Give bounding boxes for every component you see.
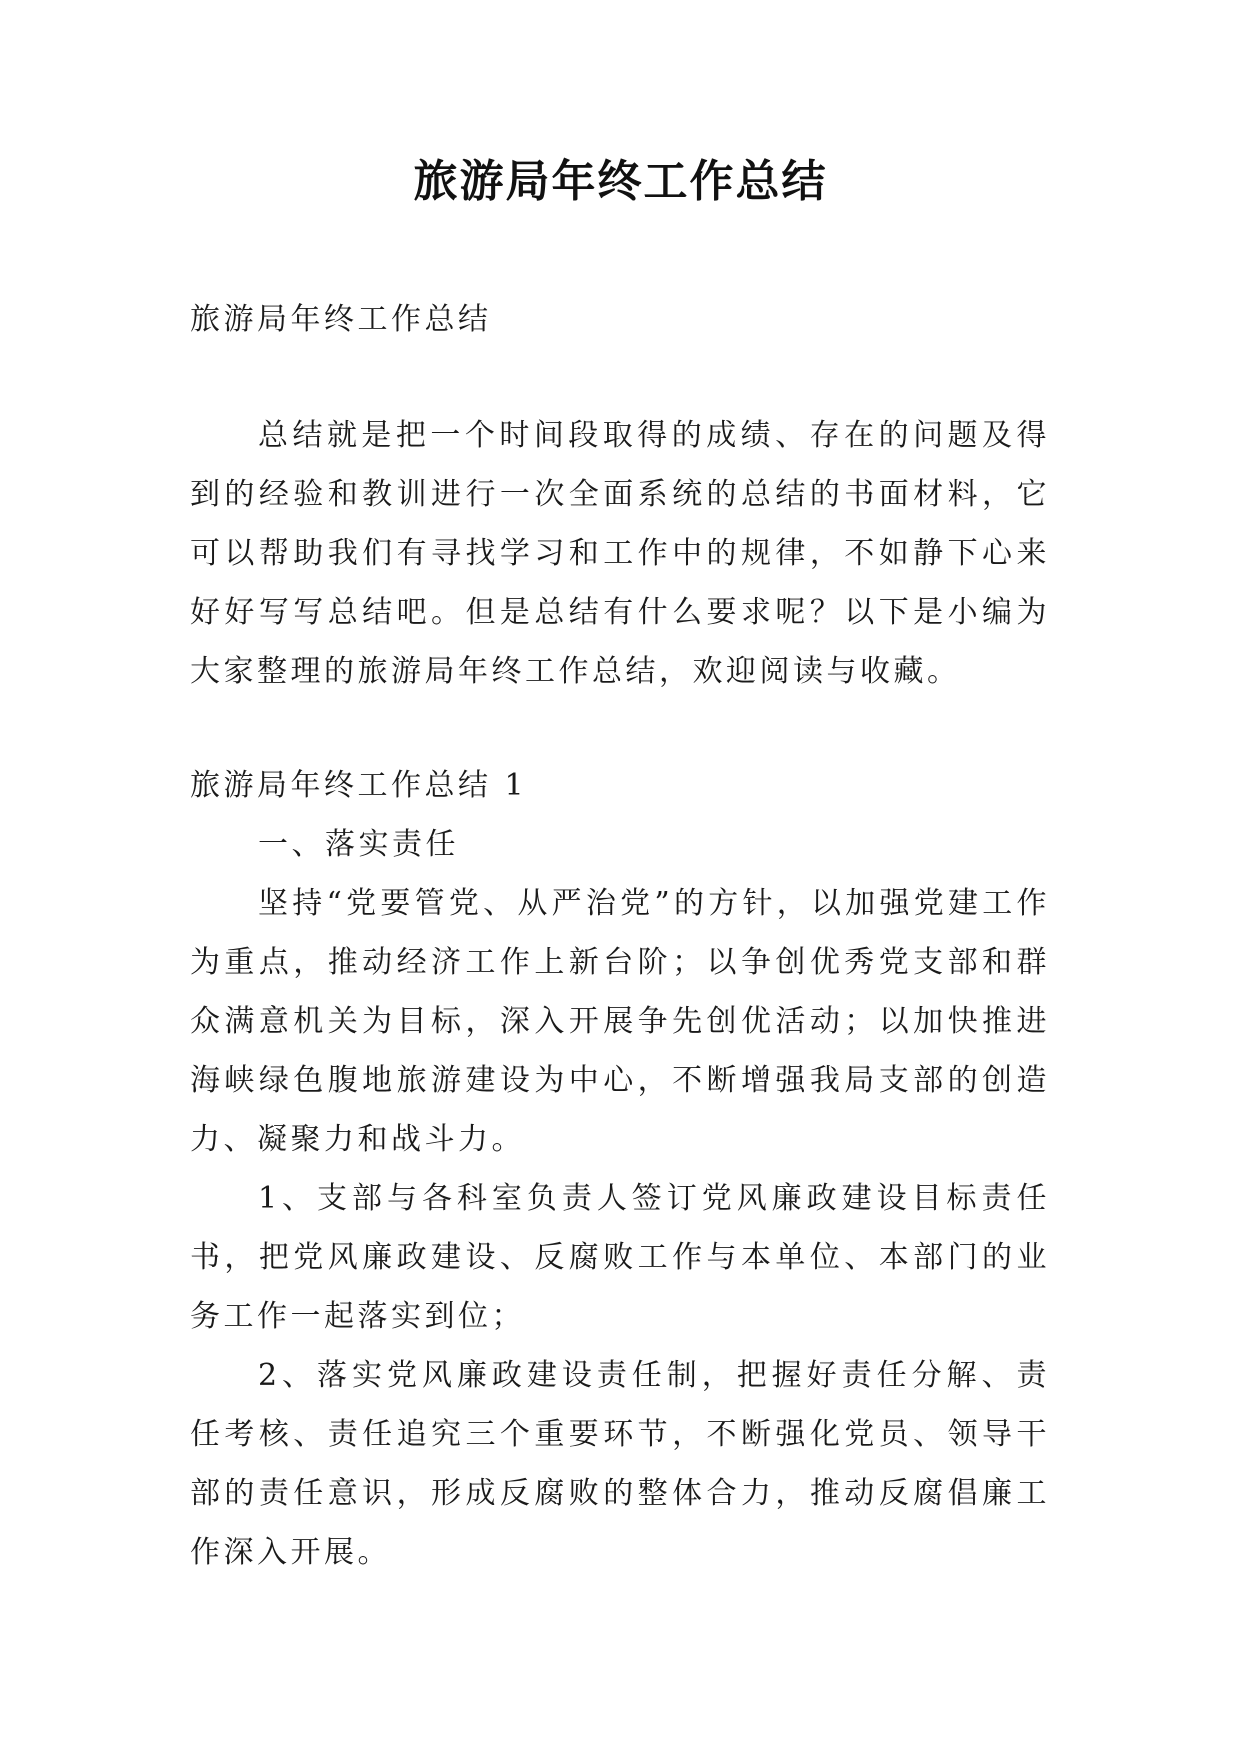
intro-paragraph: 总结就是把一个时间段取得的成绩、存在的问题及得到的经验和教训进行一次全面系统的总结的书面材料，它可以帮助我们有寻找学习和工作中的规律，不如静下心来好好写写总结吧。但是总结有什么要求呢？以下是小编为大家整理的旅游局年终工作总结，欢迎阅读与收藏。 bbox=[190, 418, 1050, 689]
spacer bbox=[190, 701, 1050, 756]
document-body bbox=[190, 290, 1050, 1582]
document-title: 旅游局年终工作总结 bbox=[413, 156, 828, 207]
part-heading: 一、落实责任 bbox=[258, 827, 459, 862]
document-subtitle: 旅游局年终工作总结 bbox=[190, 302, 492, 337]
body-paragraph: 坚持“党要管党、从严治党”的方针，以加强党建工作为重点，推动经济工作上新台阶；以争创优秀党支部和群众满意机关为目标，深入开展争先创优活动；以加快推进海峡绿色腹地旅游建设为中心，不断增强我局支部的创造力、凝聚力和战斗力。 bbox=[190, 886, 1050, 1157]
spacer bbox=[190, 349, 1050, 406]
list-item-2: 2、落实党风廉政建设责任制，把握好责任分解、责任考核、责任追究三个重要环节，不断强化党员、领导干部的责任意识，形成反腐败的整体合力，推动反腐倡廉工作深入开展。 bbox=[190, 1358, 1050, 1570]
section-heading: 旅游局年终工作总结 1 bbox=[190, 768, 528, 803]
list-item-1: 1、支部与各科室负责人签订党风廉政建设目标责任书，把党风廉政建设、反腐败工作与本单位、本部门的业务工作一起落实到位； bbox=[190, 1181, 1050, 1334]
